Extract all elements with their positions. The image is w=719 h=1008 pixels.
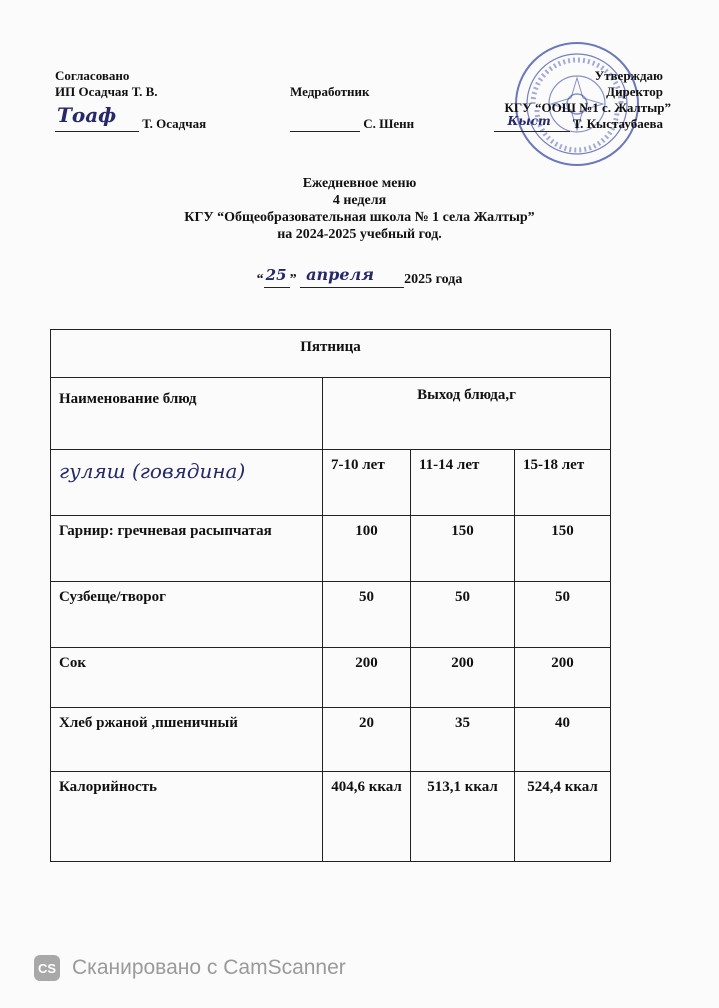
value-cell: 50 bbox=[515, 582, 611, 648]
school-name: КГУ “Общеобразовательная школа № 1 села Жалтыр” bbox=[184, 210, 535, 225]
menu-title: Ежедневное меню bbox=[302, 176, 417, 191]
value-cell: 150 bbox=[411, 516, 515, 582]
date-day-handwritten: 25 bbox=[265, 266, 287, 284]
value-cell: 200 bbox=[515, 648, 611, 708]
date-month-handwritten: апреля bbox=[306, 265, 374, 284]
header-yield: Выход блюда,г bbox=[323, 378, 611, 450]
value-cell: 200 bbox=[323, 648, 411, 708]
header-dish-name: Наименование блюд bbox=[51, 378, 323, 450]
value-cell: 513,1 ккал bbox=[411, 772, 515, 862]
value-cell: 20 bbox=[323, 708, 411, 772]
table-row-ages bbox=[51, 450, 611, 516]
table-row bbox=[51, 708, 611, 772]
table-row bbox=[51, 648, 611, 708]
camscanner-watermark bbox=[34, 955, 346, 981]
table-row-header bbox=[51, 378, 611, 450]
approve-signature bbox=[494, 116, 663, 132]
approve-sign-name: Т. Кыстаубаева bbox=[572, 116, 663, 131]
main-dish-cell bbox=[51, 450, 323, 516]
menu-date: “ 25 ” апреля 2025 года bbox=[256, 265, 463, 287]
main-dish-handwritten: гуляш (говядина) bbox=[59, 459, 246, 483]
school-year: на 2024-2025 учебный год. bbox=[277, 227, 442, 242]
value-cell: 524,4 ккал bbox=[515, 772, 611, 862]
agreed-sign-name: Т. Осадчая bbox=[142, 116, 207, 131]
value-cell: 35 bbox=[411, 708, 515, 772]
dish-name-cell: Гарнир: гречневая расыпчатая bbox=[51, 516, 323, 582]
value-cell: 50 bbox=[323, 582, 411, 648]
day-cell: Пятница bbox=[51, 330, 611, 378]
date-year: 2025 года bbox=[404, 272, 463, 287]
medic-sign-name: С. Шенн bbox=[363, 116, 415, 131]
agreed-signature bbox=[55, 103, 207, 132]
approve-role: Директор bbox=[606, 84, 663, 99]
age-cell: 15-18 лет bbox=[515, 450, 611, 516]
value-cell: 40 bbox=[515, 708, 611, 772]
dish-name-cell: Сузбеще/творог bbox=[51, 582, 323, 648]
agreed-label: Согласовано bbox=[55, 68, 130, 83]
medic-label: Медработник bbox=[290, 84, 370, 99]
table-row bbox=[51, 582, 611, 648]
value-cell: 50 bbox=[411, 582, 515, 648]
table-row-day bbox=[51, 330, 611, 378]
value-cell: 100 bbox=[323, 516, 411, 582]
value-cell: 404,6 ккал bbox=[323, 772, 411, 862]
agreed-org: ИП Осадчая Т. В. bbox=[55, 84, 158, 99]
age-cell: 7-10 лет bbox=[323, 450, 411, 516]
menu-table bbox=[50, 329, 611, 862]
table-row-calories bbox=[51, 772, 611, 862]
approve-label: Утверждаю bbox=[594, 68, 663, 83]
dish-name-cell: Сок bbox=[51, 648, 323, 708]
approve-org: КГУ “ООШ №1 с. Жалтыр” bbox=[504, 100, 671, 115]
value-cell: 200 bbox=[411, 648, 515, 708]
value-cell: 150 bbox=[515, 516, 611, 582]
dish-name-cell: Хлеб ржаной ,пшеничный bbox=[51, 708, 323, 772]
camscanner-logo-icon: CS bbox=[34, 955, 60, 981]
medic-signature bbox=[290, 116, 414, 132]
menu-week: 4 неделя bbox=[332, 193, 387, 208]
approve-handwritten-signature: Кыст bbox=[507, 114, 551, 128]
camscanner-text: Сканировано с CamScanner bbox=[72, 956, 346, 979]
dish-name-cell: Калорийность bbox=[51, 772, 323, 862]
agreed-handwritten-signature: Тоаф bbox=[57, 103, 117, 127]
age-cell: 11-14 лет bbox=[411, 450, 515, 516]
table-row bbox=[51, 516, 611, 582]
